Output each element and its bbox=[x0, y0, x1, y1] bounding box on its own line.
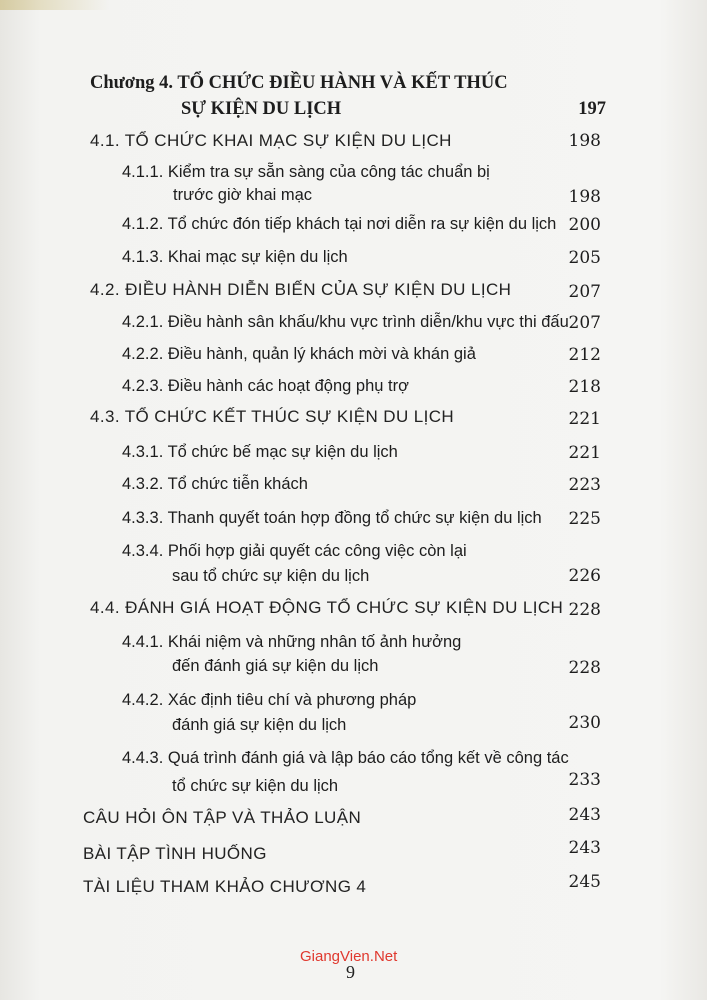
toc-entry-title: 4.4.3. Quá trình đánh giá và lập báo cáo tổng kết về công tác bbox=[122, 749, 569, 767]
toc-entry-page: 207 bbox=[568, 313, 601, 333]
toc-entry-page: 243 bbox=[568, 805, 601, 825]
toc-entry-title-cont: tổ chức sự kiện du lịch bbox=[172, 777, 339, 795]
toc-entry-page: 245 bbox=[568, 872, 601, 892]
toc-entry-page: 233 bbox=[568, 770, 601, 790]
toc-entry-title: 4.4. ĐÁNH GIÁ HOẠT ĐỘNG TỔ CHỨC SỰ KIỆN DU LỊCH bbox=[90, 598, 564, 617]
toc-entry-page: 200 bbox=[568, 215, 601, 235]
toc-entry-title-cont: đánh giá sự kiện du lịch bbox=[172, 716, 347, 734]
toc-entry-page: 226 bbox=[568, 566, 601, 586]
toc-entry-title: 4.2. ĐIỀU HÀNH DIỄN BIẾN CỦA SỰ KIỆN DU LỊCH bbox=[90, 280, 512, 299]
toc-entry-page: 223 bbox=[568, 475, 601, 495]
chapter-title-line2: SỰ KIỆN DU LỊCH bbox=[181, 99, 342, 119]
toc-entry-title: 4.3.3. Thanh quyết toán hợp đồng tổ chức sự kiện du lịch bbox=[122, 509, 542, 527]
toc-entry-title: 4.1.2. Tổ chức đón tiếp khách tại nơi diễn ra sự kiện du lịch bbox=[122, 215, 557, 233]
toc-entry-title: TÀI LIỆU THAM KHẢO CHƯƠNG 4 bbox=[83, 877, 367, 896]
toc-entry-page: 198 bbox=[568, 131, 601, 151]
toc-entry-page: 205 bbox=[568, 248, 601, 268]
toc-entry-title: 4.2.1. Điều hành sân khấu/khu vực trình diễn/khu vực thi đấu bbox=[122, 313, 569, 331]
toc-entry-title-cont: đến đánh giá sự kiện du lịch bbox=[172, 657, 379, 675]
toc-entry-page: 198 bbox=[568, 187, 601, 207]
toc-entry-page: 243 bbox=[568, 838, 601, 858]
toc-entry-title: CÂU HỎI ÔN TẬP VÀ THẢO LUẬN bbox=[83, 808, 362, 827]
chapter-page-number: 197 bbox=[578, 99, 606, 119]
toc-entry-title: 4.4.2. Xác định tiêu chí và phương pháp bbox=[122, 691, 417, 709]
chapter-title-line1: Chương 4. TỔ CHỨC ĐIỀU HÀNH VÀ KẾT THÚC bbox=[90, 73, 508, 93]
toc-entry-title-cont: sau tổ chức sự kiện du lịch bbox=[172, 567, 370, 585]
toc-entry-page: 230 bbox=[568, 713, 601, 733]
toc-entry-page: 228 bbox=[568, 600, 601, 620]
toc-entry-page: 228 bbox=[568, 658, 601, 678]
toc-entry-title: BÀI TẬP TÌNH HUỐNG bbox=[83, 844, 267, 863]
toc-entry-title: 4.4.1. Khái niệm và những nhân tố ảnh hưởng bbox=[122, 633, 462, 651]
toc-entry-title: 4.1.3. Khai mạc sự kiện du lịch bbox=[122, 248, 348, 266]
toc-entry-title: 4.3.2. Tổ chức tiễn khách bbox=[122, 475, 308, 493]
toc-entry-title: 4.3.1. Tổ chức bế mạc sự kiện du lịch bbox=[122, 443, 398, 461]
toc-entry-page: 225 bbox=[568, 509, 601, 529]
toc-entry-title-cont: trước giờ khai mạc bbox=[173, 186, 313, 204]
toc-entry-title: 4.2.3. Điều hành các hoạt động phụ trợ bbox=[122, 377, 409, 395]
watermark-text: GiangVien.Net bbox=[300, 948, 398, 965]
toc-entry-title: 4.2.2. Điều hành, quản lý khách mời và khán giả bbox=[122, 345, 476, 363]
page-number: 9 bbox=[346, 962, 355, 982]
toc-entry-page: 221 bbox=[568, 409, 601, 429]
toc-entry-page: 221 bbox=[568, 443, 601, 463]
toc-entry-title: 4.3.4. Phối hợp giải quyết các công việc còn lại bbox=[122, 542, 467, 560]
toc-entry-page: 218 bbox=[568, 377, 601, 397]
toc-entry-page: 207 bbox=[568, 282, 601, 302]
toc-entry-title: 4.1. TỔ CHỨC KHAI MẠC SỰ KIỆN DU LỊCH bbox=[90, 131, 452, 150]
toc-entry-title: 4.3. TỔ CHỨC KẾT THÚC SỰ KIỆN DU LỊCH bbox=[90, 407, 455, 426]
toc-entry-title: 4.1.1. Kiểm tra sự sẵn sàng của công tác chuẩn bị bbox=[122, 163, 490, 181]
toc-entry-page: 212 bbox=[568, 345, 601, 365]
